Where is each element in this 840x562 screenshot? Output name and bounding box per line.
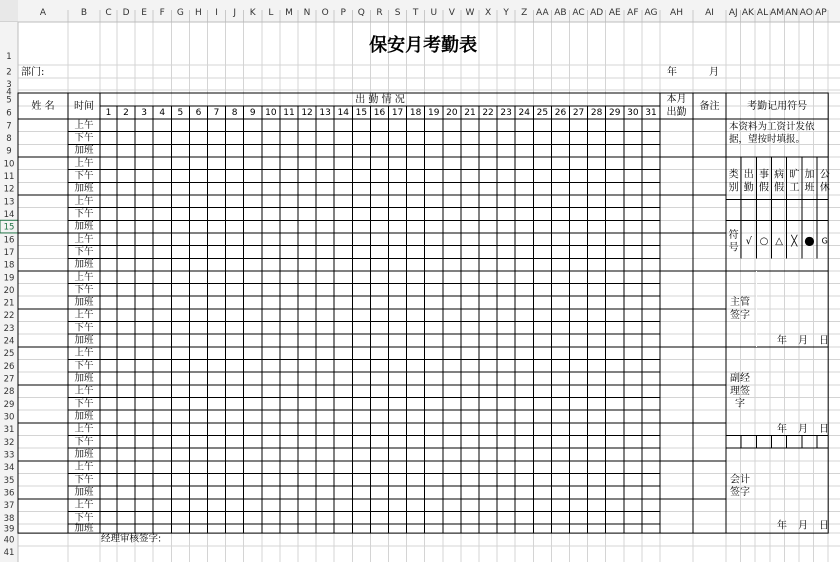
column-header[interactable]: H xyxy=(195,8,202,18)
column-header[interactable]: Q xyxy=(357,8,365,18)
row-number-column xyxy=(0,22,18,562)
accountant-sign-label: 签字 xyxy=(730,487,750,499)
date-month: 月 xyxy=(798,424,808,436)
date-month: 月 xyxy=(798,520,808,532)
sheet-title: 保安月考勤表 xyxy=(369,35,478,56)
date-year: 年 xyxy=(777,335,787,347)
period-label: 上午 xyxy=(74,195,94,207)
column-header[interactable]: AE xyxy=(608,8,621,18)
row-number[interactable]: 7 xyxy=(6,121,12,132)
period-label: 下午 xyxy=(74,284,94,296)
row-number[interactable]: 24 xyxy=(3,336,15,347)
row-number[interactable]: 19 xyxy=(3,273,15,284)
day-number: 10 xyxy=(265,108,277,118)
column-header[interactable]: A xyxy=(39,8,47,18)
category-label: 休 xyxy=(819,182,830,194)
attendance-symbol: G xyxy=(821,236,828,246)
period-label: 下午 xyxy=(74,132,94,144)
row-number[interactable]: 31 xyxy=(3,425,15,436)
supervisor-sign-label: 签字 xyxy=(730,309,750,321)
day-number: 29 xyxy=(609,108,621,118)
deputy-sign-label: 字 xyxy=(735,398,745,410)
deputy-sign-label: 副经 xyxy=(730,373,750,385)
column-header[interactable]: F xyxy=(159,8,165,18)
period-label: 加班 xyxy=(74,221,94,233)
row-number[interactable]: 41 xyxy=(3,548,15,559)
symbol-label: 符 xyxy=(728,229,739,241)
column-header[interactable]: S xyxy=(394,8,401,18)
month-label: 月 xyxy=(709,67,719,78)
column-header[interactable]: AF xyxy=(627,8,639,18)
attendance-symbol: ● xyxy=(804,233,815,248)
column-header[interactable]: AH xyxy=(670,8,683,18)
column-header[interactable]: I xyxy=(215,8,218,18)
day-number: 24 xyxy=(518,108,530,118)
column-header[interactable]: M xyxy=(285,8,293,18)
date-year: 年 xyxy=(777,520,787,532)
column-header[interactable]: AD xyxy=(590,8,604,18)
category-label: 假 xyxy=(758,182,769,194)
category-label: 工 xyxy=(789,182,800,194)
row-number[interactable]: 13 xyxy=(3,197,15,208)
row-number[interactable]: 25 xyxy=(3,349,15,360)
column-header[interactable]: AA xyxy=(536,8,549,18)
day-number: 28 xyxy=(590,108,603,118)
day-number: 14 xyxy=(337,108,349,118)
day-number: 27 xyxy=(572,108,585,118)
row-number[interactable]: 5 xyxy=(6,95,12,106)
period-label: 上午 xyxy=(74,233,94,245)
deputy-sign-label: 理签 xyxy=(730,385,750,397)
row-number[interactable]: 16 xyxy=(3,235,15,246)
column-header[interactable]: Z xyxy=(521,8,528,18)
row-number[interactable]: 23 xyxy=(3,323,15,334)
row-number[interactable]: 28 xyxy=(3,387,15,398)
row-number[interactable]: 27 xyxy=(3,374,15,385)
column-header[interactable]: P xyxy=(340,8,346,18)
day-number: 26 xyxy=(554,108,567,118)
column-header[interactable]: T xyxy=(412,8,419,18)
period-label: 下午 xyxy=(74,512,94,524)
row-number[interactable]: 34 xyxy=(3,463,15,474)
day-number: 13 xyxy=(319,108,331,118)
date-year: 年 xyxy=(777,424,787,436)
column-header[interactable]: AO xyxy=(799,8,813,18)
time-header: 时间 xyxy=(74,101,94,112)
period-label: 下午 xyxy=(74,170,94,182)
period-label: 上午 xyxy=(74,347,94,359)
column-header[interactable]: AC xyxy=(572,8,585,18)
column-header[interactable]: AB xyxy=(554,8,567,18)
category-label: 事 xyxy=(758,169,769,181)
period-label: 上午 xyxy=(74,309,94,321)
row-number[interactable]: 2 xyxy=(6,67,12,78)
day-number: 25 xyxy=(536,108,549,118)
remark-header: 备注 xyxy=(699,101,720,112)
day-number: 19 xyxy=(428,108,440,118)
column-header[interactable]: L xyxy=(268,8,274,18)
row-number[interactable]: 32 xyxy=(3,437,15,448)
column-header[interactable]: AN xyxy=(785,8,799,18)
row-number[interactable]: 1 xyxy=(6,52,12,62)
row-number[interactable]: 33 xyxy=(3,450,15,461)
category-label: 别 xyxy=(728,182,739,194)
row-number[interactable]: 8 xyxy=(6,133,12,144)
period-label: 下午 xyxy=(74,322,94,334)
period-label: 下午 xyxy=(74,246,94,258)
row-number[interactable]: 6 xyxy=(6,108,12,119)
period-label: 下午 xyxy=(74,360,94,372)
attendance-header: 出 勤 情 况 xyxy=(355,94,405,106)
accountant-sign-label: 会计 xyxy=(730,474,750,486)
column-header[interactable]: W xyxy=(465,8,475,18)
day-number: 2 xyxy=(123,108,129,118)
symbols-header: 考勤记用符号 xyxy=(747,101,808,112)
period-label: 下午 xyxy=(74,208,94,220)
day-number: 15 xyxy=(355,108,368,118)
date-day: 日 xyxy=(819,335,829,347)
column-header[interactable]: AL xyxy=(756,8,769,18)
column-header[interactable]: O xyxy=(321,8,329,18)
day-number: 3 xyxy=(141,108,148,118)
attendance-symbol: ○ xyxy=(759,235,769,247)
row-number[interactable]: 29 xyxy=(3,399,15,410)
category-label: 出 xyxy=(743,169,754,181)
column-header[interactable]: R xyxy=(376,8,383,18)
column-header[interactable]: X xyxy=(484,8,492,18)
period-label: 加班 xyxy=(74,297,94,309)
day-number: 9 xyxy=(249,108,256,118)
category-label: 病 xyxy=(774,169,785,181)
month-attend-header: 本月 xyxy=(666,94,687,105)
day-number: 1 xyxy=(105,108,112,118)
category-label: 公 xyxy=(819,169,830,181)
column-header[interactable]: B xyxy=(80,8,88,18)
year-label: 年 xyxy=(667,67,677,78)
column-header[interactable]: D xyxy=(122,8,130,18)
date-month: 月 xyxy=(798,335,808,347)
column-header[interactable]: Y xyxy=(503,8,509,18)
note-text: 据，望按时填报。 xyxy=(729,134,806,146)
row-number[interactable]: 20 xyxy=(3,285,15,296)
row-number[interactable]: 12 xyxy=(3,184,15,195)
column-header[interactable]: N xyxy=(303,8,311,18)
category-label: 旷 xyxy=(789,169,800,181)
supervisor-sign-label: 主管 xyxy=(730,297,750,309)
row-number[interactable]: 37 xyxy=(3,501,15,512)
name-header: 姓 名 xyxy=(31,101,55,112)
row-number[interactable]: 17 xyxy=(3,247,15,258)
day-number: 17 xyxy=(391,108,404,118)
period-label: 上午 xyxy=(74,157,94,169)
period-label: 上午 xyxy=(74,423,94,435)
row-number[interactable]: 9 xyxy=(6,146,12,157)
column-header[interactable]: AI xyxy=(705,8,714,18)
column-header[interactable]: AK xyxy=(741,8,754,18)
row-number[interactable]: 3 xyxy=(6,80,12,90)
day-number: 31 xyxy=(645,108,657,118)
attendance-table xyxy=(18,34,830,545)
column-header[interactable]: U xyxy=(430,8,438,18)
row-number[interactable]: 22 xyxy=(3,311,15,322)
month-attend-header: 出勤 xyxy=(666,107,687,118)
column-header[interactable]: J xyxy=(233,8,236,18)
category-label: 加 xyxy=(804,169,815,181)
period-label: 上午 xyxy=(74,385,94,397)
row-number[interactable]: 11 xyxy=(3,171,15,182)
period-label: 加班 xyxy=(74,486,94,498)
symbol-label: 号 xyxy=(728,242,739,254)
dept-label: 部门: xyxy=(21,67,45,78)
day-number: 20 xyxy=(446,108,458,118)
period-label: 加班 xyxy=(74,259,94,271)
column-header[interactable]: AM xyxy=(770,8,785,18)
period-label: 下午 xyxy=(74,474,94,486)
day-number: 7 xyxy=(213,108,220,118)
period-label: 加班 xyxy=(74,373,94,385)
category-label: 勤 xyxy=(743,182,754,194)
manager-sign-label: 经理审核签字: xyxy=(101,533,162,545)
attendance-symbol: ╳ xyxy=(791,235,798,247)
period-label: 上午 xyxy=(74,499,94,511)
row-number[interactable]: 26 xyxy=(3,361,15,372)
day-number: 23 xyxy=(500,108,512,118)
column-header[interactable]: E xyxy=(141,8,147,18)
column-header[interactable]: G xyxy=(176,8,184,18)
period-label: 加班 xyxy=(74,335,94,347)
row-number[interactable]: 35 xyxy=(3,475,15,486)
day-number: 5 xyxy=(177,108,184,118)
row-number[interactable]: 14 xyxy=(3,209,15,220)
date-day: 日 xyxy=(819,424,829,436)
category-label: 假 xyxy=(774,182,785,194)
period-label: 下午 xyxy=(74,436,94,448)
row-number[interactable]: 15 xyxy=(3,222,15,233)
row-number[interactable]: 38 xyxy=(3,513,15,524)
period-label: 加班 xyxy=(74,411,94,423)
column-header-bar xyxy=(0,0,840,22)
period-label: 上午 xyxy=(74,461,94,473)
period-label: 加班 xyxy=(74,448,94,460)
note-text: 本资料为工资计发依 xyxy=(729,121,815,133)
row-number[interactable]: 21 xyxy=(3,298,15,309)
day-number: 18 xyxy=(409,108,422,118)
row-number[interactable]: 39 xyxy=(3,524,15,535)
period-label: 加班 xyxy=(74,145,94,157)
date-day: 日 xyxy=(819,520,829,532)
row-number[interactable]: 18 xyxy=(3,260,15,271)
column-header[interactable]: AP xyxy=(815,8,827,18)
column-header[interactable]: V xyxy=(448,8,455,18)
row-number[interactable]: 40 xyxy=(3,535,15,546)
day-number: 11 xyxy=(283,108,295,118)
category-label: 班 xyxy=(804,182,815,194)
period-label: 加班 xyxy=(74,183,94,195)
day-number: 4 xyxy=(159,108,166,118)
day-number: 6 xyxy=(195,108,202,118)
period-label: 加班 xyxy=(74,523,94,535)
day-number: 8 xyxy=(231,108,238,118)
row-number[interactable]: 4 xyxy=(6,87,12,98)
day-number: 16 xyxy=(373,108,386,118)
period-label: 上午 xyxy=(74,271,94,283)
attendance-symbol: △ xyxy=(775,235,783,247)
period-label: 上午 xyxy=(74,119,94,131)
column-header[interactable]: K xyxy=(249,8,256,18)
row-number[interactable]: 10 xyxy=(3,159,15,170)
period-label: 下午 xyxy=(74,398,94,410)
category-label: 类 xyxy=(728,169,739,181)
attendance-symbol: √ xyxy=(745,235,752,247)
day-number: 30 xyxy=(627,108,639,118)
day-number: 22 xyxy=(482,108,494,118)
column-header[interactable]: AJ xyxy=(728,8,738,18)
row-number[interactable]: 30 xyxy=(3,412,15,423)
day-number: 21 xyxy=(464,108,476,118)
column-header[interactable]: C xyxy=(105,8,112,18)
row-number[interactable]: 36 xyxy=(3,488,15,499)
day-number: 12 xyxy=(301,108,313,118)
column-header[interactable]: AG xyxy=(644,8,658,18)
